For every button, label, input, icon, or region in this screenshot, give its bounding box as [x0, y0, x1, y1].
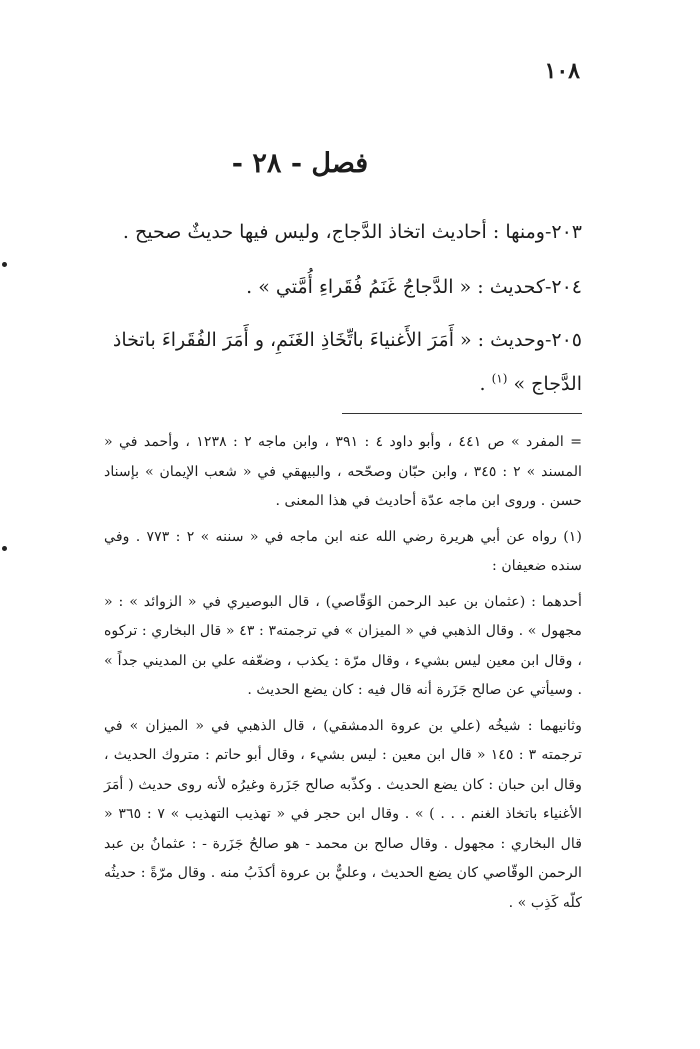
page-number: ١٠٨ — [544, 58, 580, 84]
footnote-reference: (١) — [491, 371, 508, 386]
footnote-continuation: = المفرد » ص ٤٤١ ، وأبو داود ٤ : ٣٩١ ، وابن ماجه ٢ : ١٢٣٨ ، وأحمد في « المسند » ٢ : ٣٤٥ ، وابن حبّان وصحّحه ، والبيهقي في « شعب الإيمان » بإسناد حسن . وروى ابن ماجه عدّة أحاديث في هذا المعنى . — [104, 434, 582, 509]
margin-mark — [2, 546, 7, 551]
footnote-divider — [342, 413, 582, 414]
hadith-204: ٢٠٤-كحديث : « الدَّجاجُ غَنَمُ فُقَراءِ أُمَّتي » . — [246, 276, 582, 298]
hadith-205-text: ٢٠٥-وحديث : « أَمَرَ الأَغنياءَ باتِّخَاذِ الغَنَمِ، و أَمَرَ الفُقَراءَ باتخاذ الدَّجاج » — [112, 329, 582, 395]
hadith-203: ٢٠٣-ومنها : أحاديث اتخاذ الدَّجاج، وليس فيها حديثٌ صحيح . — [122, 221, 582, 243]
footnotes-section — [104, 428, 582, 924]
footnote-1-second-narrator: وثانيهما : شيخُه (علي بن عروة الدمشقي) ، قال الذهبي في « الميزان » في ترجمته ٣ : ١٤٥ « قال ابن معين : ليس بشيء ، وقال أبو حاتم : متروك الحديث ، وقال ابن حبان : كان يضع الحديث . وكذّبه صالح جَزَرة وغيرُه لأنه روى حديث ( أمَرَ الأغنياء باتخاذ الغنم . . . ) » . وقال ابن حجر في « تهذيب التهذيب » ٧ : ٣٦٥ « قال البخاري : مجهول . وقال صالح بن محمد - هو صالحُ جَزَرة - : عثمانُ بن عبد الرحمن الوقّاصي كان يضع الحديث ، وعليٌّ بن عروة أكذَبُ منه . وقال مرّةً : حديثُه كلّه كَذِب » . — [104, 717, 583, 911]
chapter-heading: فصل - ٢٨ - — [231, 148, 369, 179]
footnote-1-intro: (١) رواه عن أبي هريرة رضي الله عنه ابن ماجه في « سننه » ٢ : ٧٧٣ . وفي سنده ضعيفان : — [104, 528, 582, 574]
margin-mark — [2, 262, 7, 267]
hadith-205: ٢٠٥-وحديث : « أَمَرَ الأَغنياءَ باتِّخَاذِ الغَنَمِ، و أَمَرَ الفُقَراءَ باتخاذ الدَّجاج » $^{(١)}$ . — [112, 329, 582, 395]
footnote-1-first-narrator: أحدهما : (عثمان بن عبد الرحمن الوَقّاصي) ، قال البوصيري في « الزوائد » : « مجهول » . وقال الذهبي في « الميزان » في ترجمته٣ : ٤٣ « قال البخاري : تركوه ، وقال ابن معين ليس بشيء ، وقال مرّة : يكذب ، وضعّفه علي بن المديني جداً » . وسيأتي عن صالح جَزَرة أنه قال فيه : كان يضع الحديث . — [104, 593, 582, 698]
